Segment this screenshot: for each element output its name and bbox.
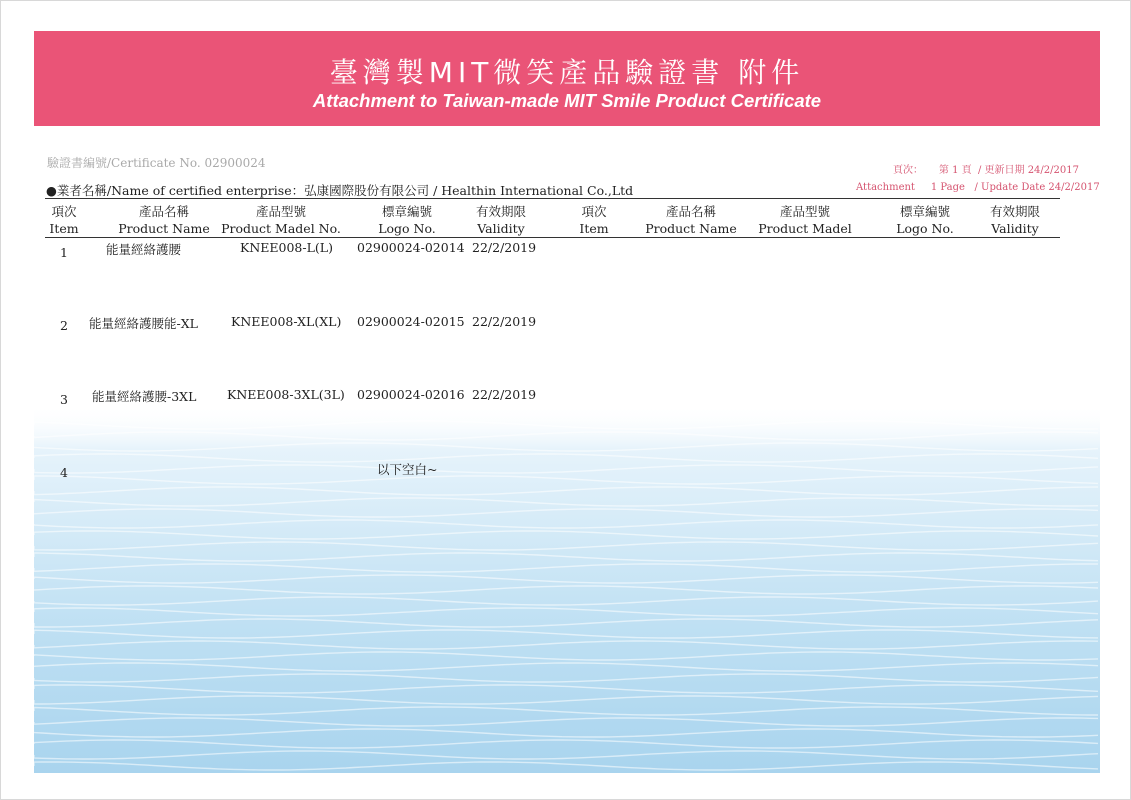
row-2-logo-no: 02900024-02015 bbox=[357, 314, 465, 329]
banner-title-zh: 臺灣製MIT微笑產品驗證書 附件 bbox=[329, 56, 805, 89]
row-2-item: 2 bbox=[60, 318, 68, 333]
header-item-2: 項次 Item bbox=[579, 204, 609, 236]
header-validity-2: 有效期限 Validity bbox=[989, 204, 1041, 236]
row-2-product-model: KNEE008-XL(XL) bbox=[231, 314, 342, 329]
row-3-product-name: 能量經絡護腰-3XL bbox=[92, 389, 197, 404]
header-product-name-2: 產品名稱 Product Name bbox=[645, 204, 737, 236]
banner-title-en: Attachment to Taiwan-made MIT Smile Product Certificate bbox=[312, 90, 822, 111]
header-product-model: 產品型號 Product Madel No. bbox=[221, 204, 341, 236]
table-header-rule bbox=[45, 237, 1060, 238]
header-banner bbox=[34, 31, 1100, 126]
row-1-validity: 22/2/2019 bbox=[472, 240, 537, 255]
row-1-product-model: KNEE008-L(L) bbox=[240, 240, 333, 255]
page-info-zh: 頁次： 第 1 頁 / 更新日期 24/2/2017 bbox=[893, 165, 1079, 176]
row-1-product-name: 能量經絡護腰 bbox=[106, 242, 182, 257]
enterprise-name: ●業者名稱/Name of certified enterprise：弘康國際股份有限公司 / Healthin International Co.,Ltd bbox=[46, 183, 634, 198]
row-1-item: 1 bbox=[60, 245, 68, 260]
header-logo-no-2: 標章編號 Logo No. bbox=[896, 204, 954, 236]
wave-background bbox=[34, 405, 1100, 773]
table-top-rule bbox=[45, 198, 1060, 199]
row-3-validity: 22/2/2019 bbox=[472, 387, 537, 402]
row-3-item: 3 bbox=[60, 392, 68, 407]
header-logo-no: 標章編號 Logo No. bbox=[378, 204, 436, 236]
row-2-validity: 22/2/2019 bbox=[472, 314, 537, 329]
row-3-product-model: KNEE008-3XL(3L) bbox=[227, 387, 345, 402]
header-product-name: 產品名稱 Product Name bbox=[118, 204, 210, 236]
row-1-logo-no: 02900024-02014 bbox=[357, 240, 465, 255]
blank-below-note: 以下空白~ bbox=[377, 462, 438, 477]
row-4-item: 4 bbox=[60, 465, 68, 480]
header-validity: 有效期限 Validity bbox=[475, 204, 527, 236]
page-info-en: Attachment 1 Page / Update Date 24/2/2017 bbox=[856, 182, 1100, 193]
row-2-product-name: 能量經絡護腰能-XL bbox=[89, 316, 198, 331]
header-product-model-2: 產品型號 Product Madel bbox=[758, 204, 852, 236]
certificate-number: 驗證書編號/Certificate No. 02900024 bbox=[47, 156, 266, 170]
row-3-logo-no: 02900024-02016 bbox=[357, 387, 465, 402]
header-item: 項次 Item bbox=[49, 204, 79, 236]
